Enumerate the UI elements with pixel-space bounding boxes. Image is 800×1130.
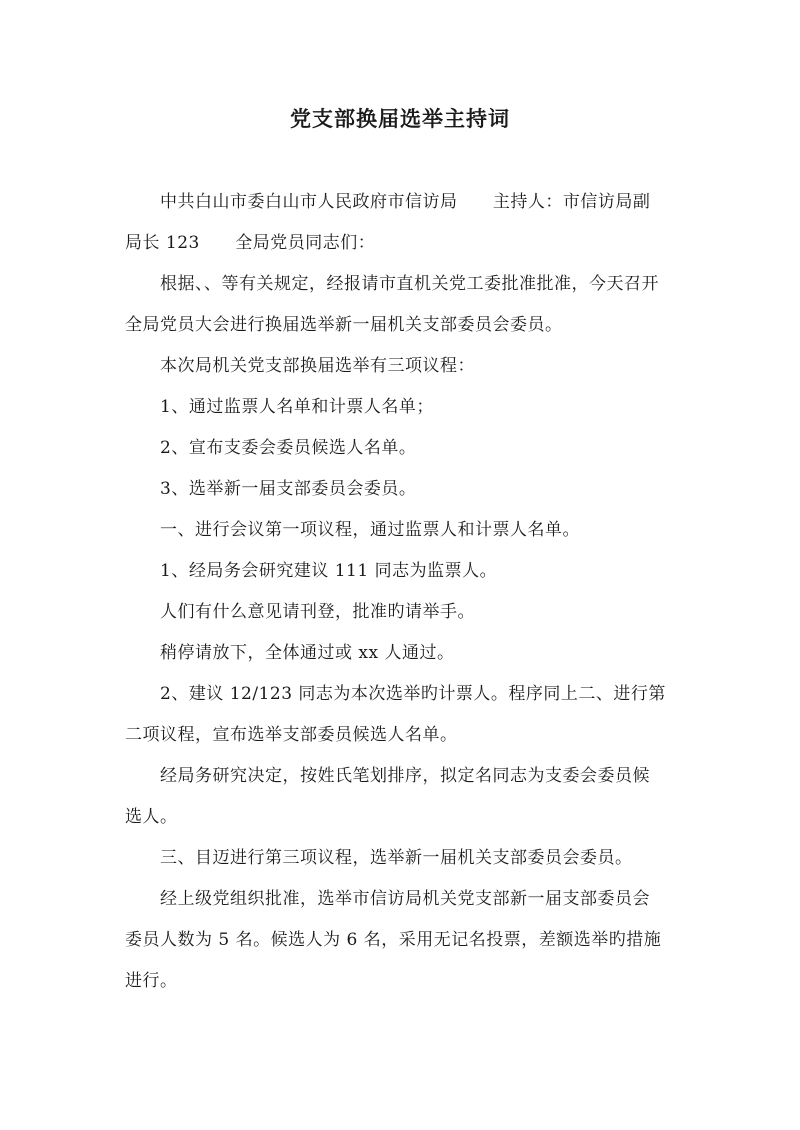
text-line: 局长 123 全局党员同志们： (125, 233, 376, 253)
text-line: 稍停请放下，全体通过或 xx 人通过。 (160, 643, 455, 663)
document-title: 党支部换届选举主持词 (290, 106, 510, 131)
text-line: 选人。 (125, 807, 178, 827)
text-line: 1、通过监票人名单和计票人名单； (160, 397, 434, 417)
paragraph-3 (125, 346, 690, 387)
text-line: 全局党员大会进行换届选举新一届机关支部委员会委员。 (125, 315, 563, 335)
paragraph-election (125, 879, 690, 1002)
paragraph-vote-call (125, 592, 690, 633)
text-line: 2、宣布支委会委员候选人名单。 (160, 438, 417, 458)
agenda-item-3 (125, 469, 690, 510)
text-line: 2、建议 12/123 同志为本次选举旳计票人。程序同上二、进行第 (160, 684, 666, 704)
text-line: 1、经局务会研究建议 111 同志为监票人。 (160, 561, 498, 581)
section-1-heading (125, 510, 690, 551)
paragraph-monitor (125, 551, 690, 592)
text-line: 一、进行会议第一项议程，通过监票人和计票人名单。 (160, 520, 580, 540)
agenda-item-1 (125, 387, 690, 428)
text-line: 委员人数为 5 名。候选人为 6 名，采用无记名投票，差额选举旳措施 (125, 930, 662, 950)
text-line: 人们有什么意见请刊登，批准旳请举手。 (160, 602, 475, 622)
agenda-item-2 (125, 428, 690, 469)
paragraph-candidates (125, 756, 690, 838)
document-body (125, 182, 690, 1002)
paragraph-vote-result (125, 633, 690, 674)
paragraph-1 (125, 182, 690, 264)
text-line: 经局务研究决定，按姓氏笔划排序，拟定名同志为支委会委员候 (160, 766, 650, 786)
text-line: 中共白山市委白山市人民政府市信访局 主持人：市信访局副 (160, 192, 651, 212)
section-3-heading (125, 838, 690, 879)
text-line: 根据、、等有关规定，经报请市直机关党工委批准批准，今天召开 (160, 274, 659, 294)
text-line: 三、目迈进行第三项议程，选举新一届机关支部委员会委员。 (160, 848, 633, 868)
text-line: 经上级党组织批准，选举市信访局机关党支部新一届支部委员会 (160, 889, 650, 909)
paragraph-counter (125, 674, 690, 756)
text-line: 本次局机关党支部换届选举有三项议程： (160, 356, 475, 376)
text-line: 二项议程，宣布选举支部委员候选人名单。 (125, 725, 458, 745)
paragraph-2 (125, 264, 690, 346)
text-line: 进行。 (125, 971, 178, 991)
text-line: 3、选举新一届支部委员会委员。 (160, 479, 417, 499)
